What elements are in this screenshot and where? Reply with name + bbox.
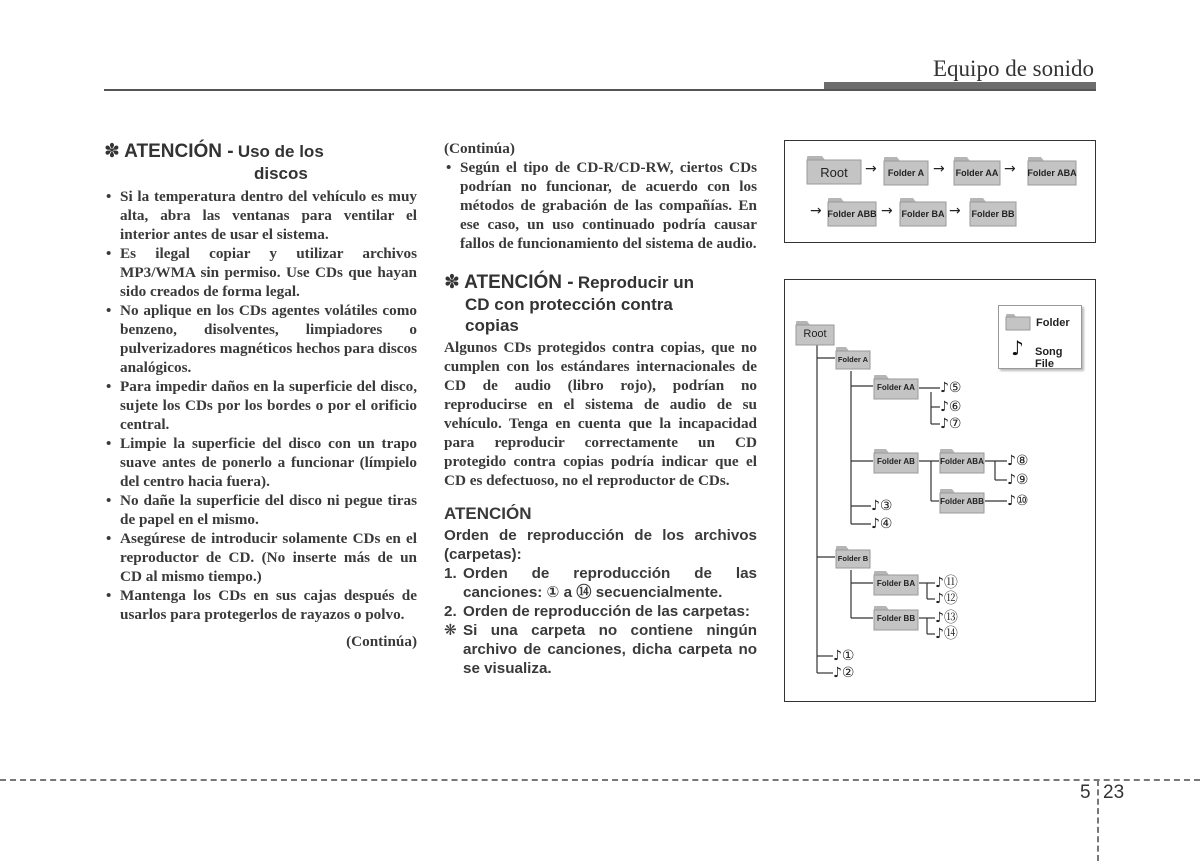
tree-label-folder-aa: Folder AA (877, 383, 915, 392)
tree-label-folder-aba: Folder ABA (940, 457, 984, 466)
list-item: • Asegúrese de introducir solamente CDs en el reproductor de CD. (No inserte más de un CD al mismo tiempo.) (104, 529, 417, 586)
song-file-2: ♪② (833, 665, 855, 681)
item-text: Orden de reproducción de las canciones: ① a ⑭ secuencialmente. (463, 565, 757, 601)
folder-icon (873, 570, 919, 596)
folder-icon (806, 155, 862, 185)
attention-label: ATENCIÓN - (464, 272, 574, 293)
continued-note: (Continúa) (346, 633, 417, 650)
folder-icon (939, 488, 985, 514)
folder-label-abb: Folder ABB (827, 209, 877, 219)
attention-heading-copy-protected (444, 272, 757, 336)
tree-label-folder-bb: Folder BB (876, 614, 916, 623)
folder-icon (969, 197, 1017, 227)
chapter-number: 5 (1080, 782, 1091, 803)
playback-order-note (444, 621, 757, 678)
song-file-10: ♪⑩ (1007, 493, 1029, 509)
tree-label-folder-ba: Folder BA (876, 579, 916, 588)
page-number: 23 (1103, 782, 1125, 803)
cd-type-list (444, 158, 757, 253)
attention-title: ATENCIÓN (444, 504, 532, 523)
folder-icon (795, 320, 835, 346)
folder-icon (873, 374, 919, 400)
folder-label-aba: Folder ABA (1027, 168, 1077, 178)
legend-folder-label: Folder (1036, 317, 1070, 329)
header-rule (104, 89, 1096, 91)
playback-order-intro: Orden de reproducción de los archivos (carpetas): (444, 527, 757, 563)
folder-label-ba: Folder BA (901, 209, 945, 219)
attention-subtitle-line1: Reproducir un (577, 273, 694, 292)
arrow-icon: → (933, 161, 945, 177)
arrow-icon: → (810, 203, 822, 219)
song-file-11: ♪⑪ (935, 575, 958, 591)
song-file-7: ♪⑦ (940, 416, 962, 432)
arrow-icon: → (881, 203, 893, 219)
column-1 (104, 141, 417, 651)
list-item: • Para impedir daños en la superficie del disco, sujete los CDs por los bordes o por el orificio central. (104, 377, 417, 434)
folder-order-diagram (784, 140, 1096, 243)
disc-care-list (104, 187, 417, 624)
legend-song-label: Song File (1035, 346, 1063, 370)
list-item: • Limpie la superficie del disco con un trapo suave antes de ponerlo a funcionar (límpielo del centro hacia fuera). (104, 434, 417, 491)
attention-label: ATENCIÓN - (124, 141, 234, 162)
tree-label-folder-ab: Folder AB (877, 457, 915, 466)
folder-icon (1005, 313, 1031, 331)
folder-icon (899, 197, 947, 227)
folder-icon (835, 545, 871, 569)
list-item: • Mantenga los CDs en sus cajas después de usarlos para protegerlos de rayazos o polvo. (104, 586, 417, 624)
diagram-legend (998, 305, 1082, 369)
attention-heading-disc-use (104, 141, 417, 184)
song-file-5: ♪⑤ (940, 380, 962, 396)
folder-label-a: Folder A (887, 168, 925, 178)
column-2 (444, 139, 757, 678)
attention-symbol: ✽ (444, 272, 460, 293)
item-number: 2. (444, 603, 457, 620)
folder-icon (873, 448, 919, 474)
folder-icon (1027, 156, 1077, 186)
page-header-title: Equipo de sonido (933, 56, 1094, 81)
folder-icon (883, 156, 929, 186)
note-symbol: ❋ (444, 622, 457, 639)
folder-icon (835, 346, 871, 370)
footer-rule (0, 779, 1200, 781)
song-file-13: ♪⑬ (935, 610, 958, 626)
continued-note-top: (Continúa) (444, 140, 515, 157)
attention-subtitle-line3: copias (465, 316, 519, 335)
copy-protection-paragraph: Algunos CDs protegidos contra copias, que no cumplen con los estándares internacionales de CD de audio (libro rojo), podrían no reproducirse en el sistema de audio de su vehículo. Tenga en cuenta que la incapacidad para reproducir correctamente un CD protegido contra copias podría indicar que el CD es defectuoso, no el reproductor de CDs. (444, 339, 757, 489)
song-file-6: ♪⑥ (940, 399, 962, 415)
folder-label-aa: Folder AA (955, 168, 999, 178)
attention-subtitle-line2: discos (254, 164, 308, 183)
arrow-icon: → (1004, 161, 1016, 177)
song-file-9: ♪⑨ (1007, 472, 1029, 488)
list-item: • Es ilegal copiar y utilizar archivos MP3/WMA sin permiso. Use CDs que hayan sido creados de forma legal. (104, 244, 417, 301)
song-file-12: ♪⑫ (935, 591, 958, 607)
tree-label-folder-b: Folder B (837, 554, 869, 563)
music-note-icon: ♪ (1011, 336, 1024, 360)
tree-label-root: Root (803, 328, 827, 340)
folder-icon (939, 448, 985, 474)
song-file-4: ♪④ (871, 516, 893, 532)
folder-label-bb: Folder BB (971, 209, 1015, 219)
attention-subtitle-line1: Uso de los (237, 142, 324, 161)
playback-order-item (444, 564, 757, 602)
list-item: • No dañe la superficie del disco ni pegue tiras de papel en el mismo. (104, 491, 417, 529)
song-file-1: ♪① (833, 648, 855, 664)
attention-symbol: ✽ (104, 141, 120, 162)
playback-order-item (444, 602, 757, 621)
footer-divider (1097, 780, 1099, 861)
attention-subtitle-line2: CD con protección contra (465, 295, 673, 314)
list-item: • Según el tipo de CD-R/CD-RW, ciertos CDs podrían no funcionar, de acuerdo con los métodos de grabación de las compañías. En ese caso, un uso continuado podría causar fallos de funcionamiento del sistema de audio. (444, 158, 757, 253)
folder-icon (953, 156, 1001, 186)
song-file-14: ♪⑭ (935, 626, 958, 642)
item-text: Si una carpeta no contiene ningún archivo de canciones, dicha carpeta no se visualiza. (463, 622, 757, 677)
arrow-icon: → (865, 161, 877, 177)
list-item: • Si la temperatura dentro del vehículo es muy alta, abra las ventanas para ventilar el interior antes de usar el sistema. (104, 187, 417, 244)
tree-label-folder-abb: Folder ABB (940, 497, 984, 506)
folder-icon (873, 605, 919, 631)
song-file-3: ♪③ (871, 498, 893, 514)
attention-playback-order (444, 504, 757, 678)
tree-label-folder-a: Folder A (837, 355, 869, 364)
item-number: 1. (444, 565, 457, 582)
folder-icon (827, 197, 877, 227)
song-file-8: ♪⑧ (1007, 453, 1029, 469)
folder-label-root: Root (820, 165, 848, 180)
arrow-icon: → (949, 203, 961, 219)
item-text: Orden de reproducción de las carpetas: (463, 603, 750, 620)
list-item: • No aplique en los CDs agentes volátiles como benzeno, disolventes, limpiadores o pulverizadores magnéticos hechos para discos analógicos. (104, 301, 417, 377)
